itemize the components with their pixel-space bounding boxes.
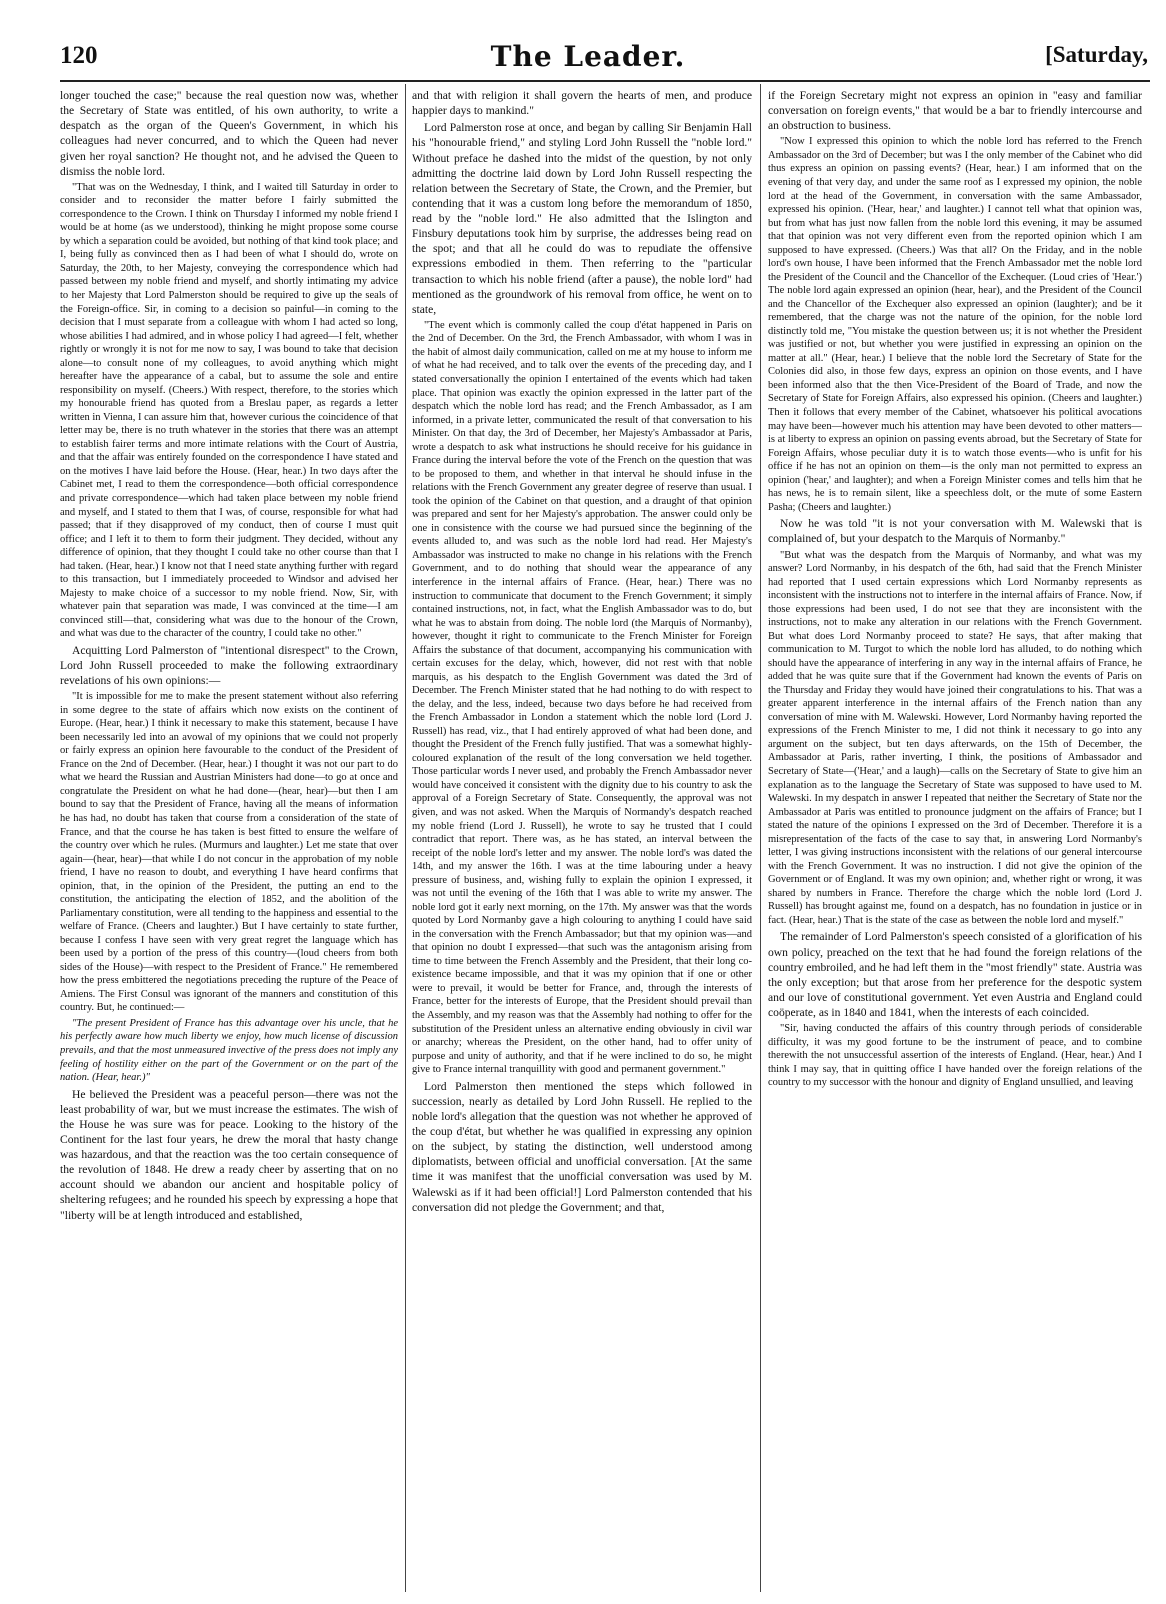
article-paragraph: and that with religion it shall govern the hearts of men, and produce happier days to mankind." bbox=[412, 89, 752, 118]
quoted-speech-paragraph: "The event which is commonly called the coup d'état happened in Paris on the 2nd of December. On the 3rd, the French Ambassador, with whom I was in the habit of almost daily communication, called on me at my house to inform me of what he had received, and to talk over the events of the preceding day, and I stated conversationally the opinion I entertained of the events which had taken place. That opinion was exactly the opinion expressed in the latter part of the despatch which the noble lord has read; and the French Ambassador, as I am informed, in a private letter, communicated the result of that conversation to his Minister. On that day, the 3rd of December, her Majesty's Ambassador at Paris, wrote a despatch to ask what instructions he should receive for his guidance in France during the interval before the vote of the French on the question that was to be proposed to them, and whether in that interval he should infuse in the relations with the French Government any greater degree of reserve than usual. I took the opinion of the Cabinet on that question, and a draught of that opinion was prepared and sent for her Majesty's approbation. The answer could only be one in consistence with the course we had pursued since the beginning of the events alluded to, and was such as the noble lord had read. Her Majesty's Ambassador was instructed to make no change in his relations with the French Government, and to do nothing that should wear the appearance of any interference in the internal affairs of France. (Hear, hear.) There was no instruction to communicate that document to the French Government; it simply contained instructions, not, in fact, what the English Ambassador was to do, but what he was to abstain from doing. The noble lord (the Marquis of Normanby), however, thought it right to communicate to the French Minister for Foreign Affairs the substance of that document, accompanying his communication with certain excuses for the delay, which, however, did not rest with that noble marquis, as his despatch to the English Government was dated the 3rd of December. The French Minister stated that he had nothing to do with respect to the delay, and the less, indeed, because two days before he had received from the French Ambassador in London a statement which the noble lord (Lord J. Russell) has read, viz., that I had entirely approved of what had been done, and thought the President of the French fully justified. That was a somewhat highly-coloured explanation of the result of the long conversation we held together. Those particular words I never used, and probably the French Ambassador never would have conceived it consistent with the dignity due to his country to ask the approval of a Foreign Secretary of State. Consequently, the approval was not given, and was not asked. When the Marquis of Normandy's despatch reached my noble friend (Lord J. Russell), he wrote to say he trusted that I could contradict that report. There was, as he has stated, an interval between the receipt of the noble lord's letter and my answer. The noble lord's was dated the 14th, and my answer the 16th. I was at the time labouring under a heavy pressure of business, and, wishing fully to explain the opinion I expressed, it was not until the evening of the 16th that I was able to write my answer. The noble lord got it early next morning, on the 17th. My answer was that the words quoted by Lord Normanby gave a high colouring to anything I could have said in the conversation with the French Ambassador; but that my opinion was—and that opinion no doubt I expressed—that such was the antagonism arising from time to time between the French Assembly and the President, that their long co-existence became impossible, and that it was my opinion that if one or other were to prevail, it would be better for France, and, through the interests of France, better for the interests of Europe, that the President should prevail than the Assembly, and my reason was that the Assembly had nothing to offer for the substitution of the President unless an alternative ending obviously in civil war or anarchy; whereas the President, on the other hand, had to offer unity of purpose and unity of authority, and that if he were inclined to do so, he might give to France internal tranquillity with good and permanent government." bbox=[412, 319, 752, 1076]
page-number: 120 bbox=[60, 42, 98, 69]
quoted-speech-paragraph: "Sir, having conducted the affairs of this country through periods of considerable difficulty, it was my good fortune to be the instrument of peace, and to combine therewith the not unsuccessful assertion of the interests of England. (Hear, hear.) And I think I may say, that in quitting office I have handed over the foreign relations of the country to my successor with the honour and dignity of England unsullied, and leaving bbox=[768, 1023, 1142, 1089]
header-rule bbox=[60, 80, 1150, 82]
article-paragraph: longer touched the case;" because the real question now was, whether the Secretary of State was entitled, of his own authority, to write a despatch as the organ of the Queen's Government, in which his colleagues had never concurred, and to which the Queen had never given her royal sanction? He thought not, and he advised the Queen to dismiss the noble lord. bbox=[60, 89, 398, 178]
column-divider bbox=[405, 84, 406, 1592]
column-divider bbox=[760, 84, 761, 1592]
column-1 bbox=[60, 88, 398, 1592]
quoted-speech-paragraph: "The present President of France has this advantage over his uncle, that he his perfectly aware how much liberty we enjoy, how much license of discussion prevails, and that the most unmeasured invective of the press does not imply any feeling of hostility either on the part of the Government or on the part of the nation. (Hear, hear.)" bbox=[60, 1017, 398, 1084]
quoted-speech-paragraph: "Now I expressed this opinion to which the noble lord has referred to the French Ambassador on the 3rd of December; but was I the only member of the Cabinet who did thus express an opinion on passing events? (Hear, hear.) I am informed that on the evening of that very day, and under the same roof as I expressed my opinion, the noble lord at the head of the Government, in conversation with the same Ambassador, expressed his opinion. ('Hear, hear,' and laughter.) I cannot tell what that opinion was, but from what has just now fallen from the noble lord this evening, it may be assumed that that opinion was not very different even from the reported opinion which I am supposed to have expressed. (Cheers.) Was that all? On the Friday, and in the noble lord's own house, I have been informed that the French Ambassador met the noble lord the President of the Council and the Chancellor of the Exchequer. (Loud cries of 'Hear.') The noble lord again expressed an opinion (hear, hear), and the President of the Council and the Chancellor of the Exchequer also expressed an opinion (laughter); and be it remembered, that the charge was not the nature of the opinion, for the noble lord distinctly told me, "You mistake the question between us; it is not whether the President was justified or not, but whether you were justified in expressing an opinion on the matter at all." (Hear, hear.) I believe that the noble lord the Secretary of State for the Colonies did also, in those few days, express an opinion on those events, and I have been informed also that the then Vice-President of the Board of Trade, and now the Secretary of State for Foreign Affairs, also expressed his opinion. (Cheers and laughter.) Then it follows that every member of the Cabinet, whatsoever his political avocations may have been—however much his attention may have been devoted to other matters—is at liberty to express an opinion on passing events abroad, but the Secretary of State for Foreign Affairs, whose peculiar duty it is to watch those events—who is unfit for his office if he has not an opinion on them—is the only man not permitted to express an opinion ('hear,' and laughter); and when a Foreign Minister comes and tells him that he has news, he is to remain silent, like a speechless dolt, or the mute of some Eastern Pasha; (Cheers and laughter.) bbox=[768, 136, 1142, 513]
article-paragraph: The remainder of Lord Palmerston's speech consisted of a glorification of his own policy, preached on the text that he had found the foreign relations of the country embroiled, and he had left them in the "most friendly" state. Austria was the only exception; but that arose from her preference for the despotic system and our love of constitutional government. Yet even Austria and England could coöperate, as in 1840 and 1841, when the interests of each coincided. bbox=[768, 930, 1142, 1019]
quoted-speech-paragraph: "But what was the despatch from the Marquis of Normanby, and what was my answer? Lord Normanby, in his despatch of the 6th, had said that the French Minister had reported that I used certain expressions which Lord Normanby represents as inconsistent with the instructions not to interfere in the internal affairs of France. Now, if those expressions had been used, I do not see that they are inconsistent with the instructions, not to make any alteration in our relations with the French Government. But what does Lord Normanby proceed to state? He says, that after making that communication to M. Turgot to which the noble lord has alluded, to do nothing which should have the appearance of interfering in any way in the internal affairs of France, he added that he was quite sure that if the Government had known the events of Paris on the Thursday and Friday they would have joined their congratulations to his. That was a greater apparent interference in the internal affairs of the French nation than any conversation of mine with M. Walewski. However, Lord Normanby having reported the expressions of the French Minister to me, I did not think it necessary to go into any argument on the subject, but ten days afterwards, on the 15th of December, the Ambassador at Paris, rather inverting, I think, the positions of Ambassador and Secretary of State—('Hear,' and a laugh)—calls on the Secretary of State to give him an explanation as to the language the Secretary of State was supposed to have used to M. Walewski. In my despatch in answer I repeated that neither the Secretary of State nor the Ambassador at Paris was entitled to pronounce judgment on the affairs of France; but I stated the nature of the opinions I expressed on the 3rd of December. Therefore it is a misrepresentation of the facts of the case to say that, in answering Lord Normanby's letter, I was giving instructions inconsistent with the relations of our general intercourse with the French Government. It was no instruction. I did not give the opinion of the Government or of England. It was my own opinion; and, whether right or wrong, it was shared by numbers in France. Therefore the charge which the noble lord (Lord J. Russell) has brought against me, found on a despatch, has no foundation in justice or in fact. (Hear, hear.) That is the state of the case as between the noble lord and myself." bbox=[768, 549, 1142, 926]
article-paragraph: Acquitting Lord Palmerston of "intentional disrespect" to the Crown, Lord John Russell proceeded to make the following extraordinary revelations of his own opinions:— bbox=[60, 643, 398, 688]
article-paragraph: He believed the President was a peaceful person—there was not the least probability of war, but we must increase the estimates. The wish of the House he was sure was for peace. Looking to the history of the Continent for the last four years, he drew the moral that hasty change was hazardous, and that the reaction was the too certain consequence of the revolution of 1848. He drew a ready cheer by asserting that on no account should we abandon our ancient and hospitable policy of sheltering refugees; and he rounded his speech by expressing a hope that "liberty will be at length introduced and established, bbox=[60, 1087, 398, 1222]
page-header bbox=[28, 40, 1148, 74]
article-paragraph: if the Foreign Secretary might not express an opinion in "easy and familiar conversation on foreign events," that would be a bar to friendly intercourse and an obstruction to business. bbox=[768, 89, 1142, 133]
masthead-title: The Leader. bbox=[490, 40, 686, 73]
quoted-speech-paragraph: "That was on the Wednesday, I think, and I waited till Saturday in order to consider and to reconsider the matter before I fairly submitted the correspondence to the Crown. I think on Thursday I informed my noble friend I would be at home (as we understood), thinking he might propose some course by which a separation could be avoided, but nothing of that kind took place; and I, being fully as convinced then as I had been of what I should do, wrote on Saturday, the 20th, to her Majesty, conveying the correspondence which had passed between my noble friend and myself, and shortly intimating my advice to her Majesty that Lord Palmerston should be required to give up the seals of the Foreign-office. Sir, in coming to a decision so painful—in coming to the decision that I must separate from a colleague with whom I had acted so long, whose abilities I had admired, and in whose policy I had agreed—I felt, whether rightly or wrongly it is not for me now to say, I was bound to take that decision alone—to consult none of my colleagues, to avoid anything which might hereafter have the appearance of a cabal, but to assume the sole and entire responsibility on myself. (Cheers.) With respect, therefore, to the stories which my honourable friend has quoted from a Breslau paper, as regards a letter written in Vienna, I can assure him that, however curious the coincidence of that letter may be, there is no truth whatever in the stories that there was an attempt to establish fairer terms and more intimate relations with the Court of Austria, and that the affair was entirely founded on the correspondence I have stated and on the motives I have laid before the House. (Hear, hear.) In two days after the Cabinet met, I read to them the correspondence—both official correspondence and private correspondence—which had taken place between my noble friend and myself, and I stated to them that I was, of course, responsible for what had passed; that if they disapproved of my conduct, then of course I must quit office; and I left it to them to form their judgment. They decided, without any difference of opinion, that they thought I could take no other course than that I had taken. (Hear, hear.) I know not that I need state anything further with regard to this transaction, but I immediately proceeded to Windsor and advised her Majesty to make choice of a successor to my noble friend. Now, Sir, with whatever pain that separation was made, I was convinced at the time—I am convinced still—that, considering what was due to the honour of the Crown, and what was due to the character of the country, I could take no other." bbox=[60, 181, 398, 640]
quoted-speech-paragraph: "It is impossible for me to make the present statement without also referring in some degree to the state of affairs which now exists on the continent of Europe. (Hear, hear.) I think it necessary to make this statement, because I have been necessarily led into an avowal of my opinions that we could not properly or fairly express an opinion here favourable to the conduct of the President of France on the 2nd of December. (Hear, hear.) I thought it was not our part to do what we heard the Russian and Austrian Ministers had done—to go at once and congratulate the President on what he had done—(hear, hear)—but then I am bound to say that the President of France, having all the means of information he has had, no doubt has taken that course from a consideration of the state of France, and that the course he has taken is best fitted to ensure the welfare of the country over which he rules. (Murmurs and laughter.) Let me state that over again—(hear, hear)—that while I do not concur in the approbation of my noble friend, I have no reason to doubt, and everything I have heard confirms that opinion, that, in the opinion of the President, the putting an end to the constitution, the anticipating the election of 1852, and the abolition of the Parliamentary constitution, were all tending to the happiness and essential to the welfare of France. (Cheers and laughter.) But I have certainly to state further, because I confess I have seen with very great regret the language which has been used by a portion of the press of this country—(loud cheers from both sides of the House)—with respect to the President of France." He remembered how the press embittered the negotiations preceding the rupture of the Peace of Amiens. The First Consul was ignorant of the manners and constitution of this country. But, he continued:— bbox=[60, 691, 398, 1014]
article-paragraph: Lord Palmerston then mentioned the steps which followed in succession, nearly as detailed by Lord John Russell. He replied to the noble lord's allegation that the question was not whether he approved of the coup d'état, but whether he was qualified in expressing any opinion on the subject, by stating the distinction, well understood among diplomatists, between official and unofficial conversation. [At the same time it was manifest that the unofficial conversation was used by M. Walewski as if it had been official!] Lord Palmerston contended that his conversation did not pledge the Government; and that, bbox=[412, 1079, 752, 1214]
column-2 bbox=[412, 88, 752, 1592]
article-paragraph: Lord Palmerston rose at once, and began by calling Sir Benjamin Hall his "honourable friend," and styling Lord John Russell the "noble lord." Without preface he dashed into the midst of the question, by not only admitting the doctrine laid down by Lord John Russell respecting the relation between the Secretary of State, the Crown, and the Premier, but contending that it was a custom long before the memorandum of 1850, read by the "noble lord." He also admitted that the Islington and Finsbury deputations took him by surprise, the addresses being read on the spot; and that all he could do was to repudiate the offensive expressions embodied in them. Then referring to the "particular transaction to which his noble friend (after a pause), the noble lord" had mentioned as the groundwork of his removal from office, he went on to state, bbox=[412, 121, 752, 316]
article-paragraph: Now he was told "it is not your conversation with M. Walewski that is complained of, but your despatch to the Marquis of Normanby." bbox=[768, 517, 1142, 546]
issue-day: [Saturday, bbox=[1045, 42, 1148, 67]
column-3 bbox=[768, 88, 1142, 1592]
